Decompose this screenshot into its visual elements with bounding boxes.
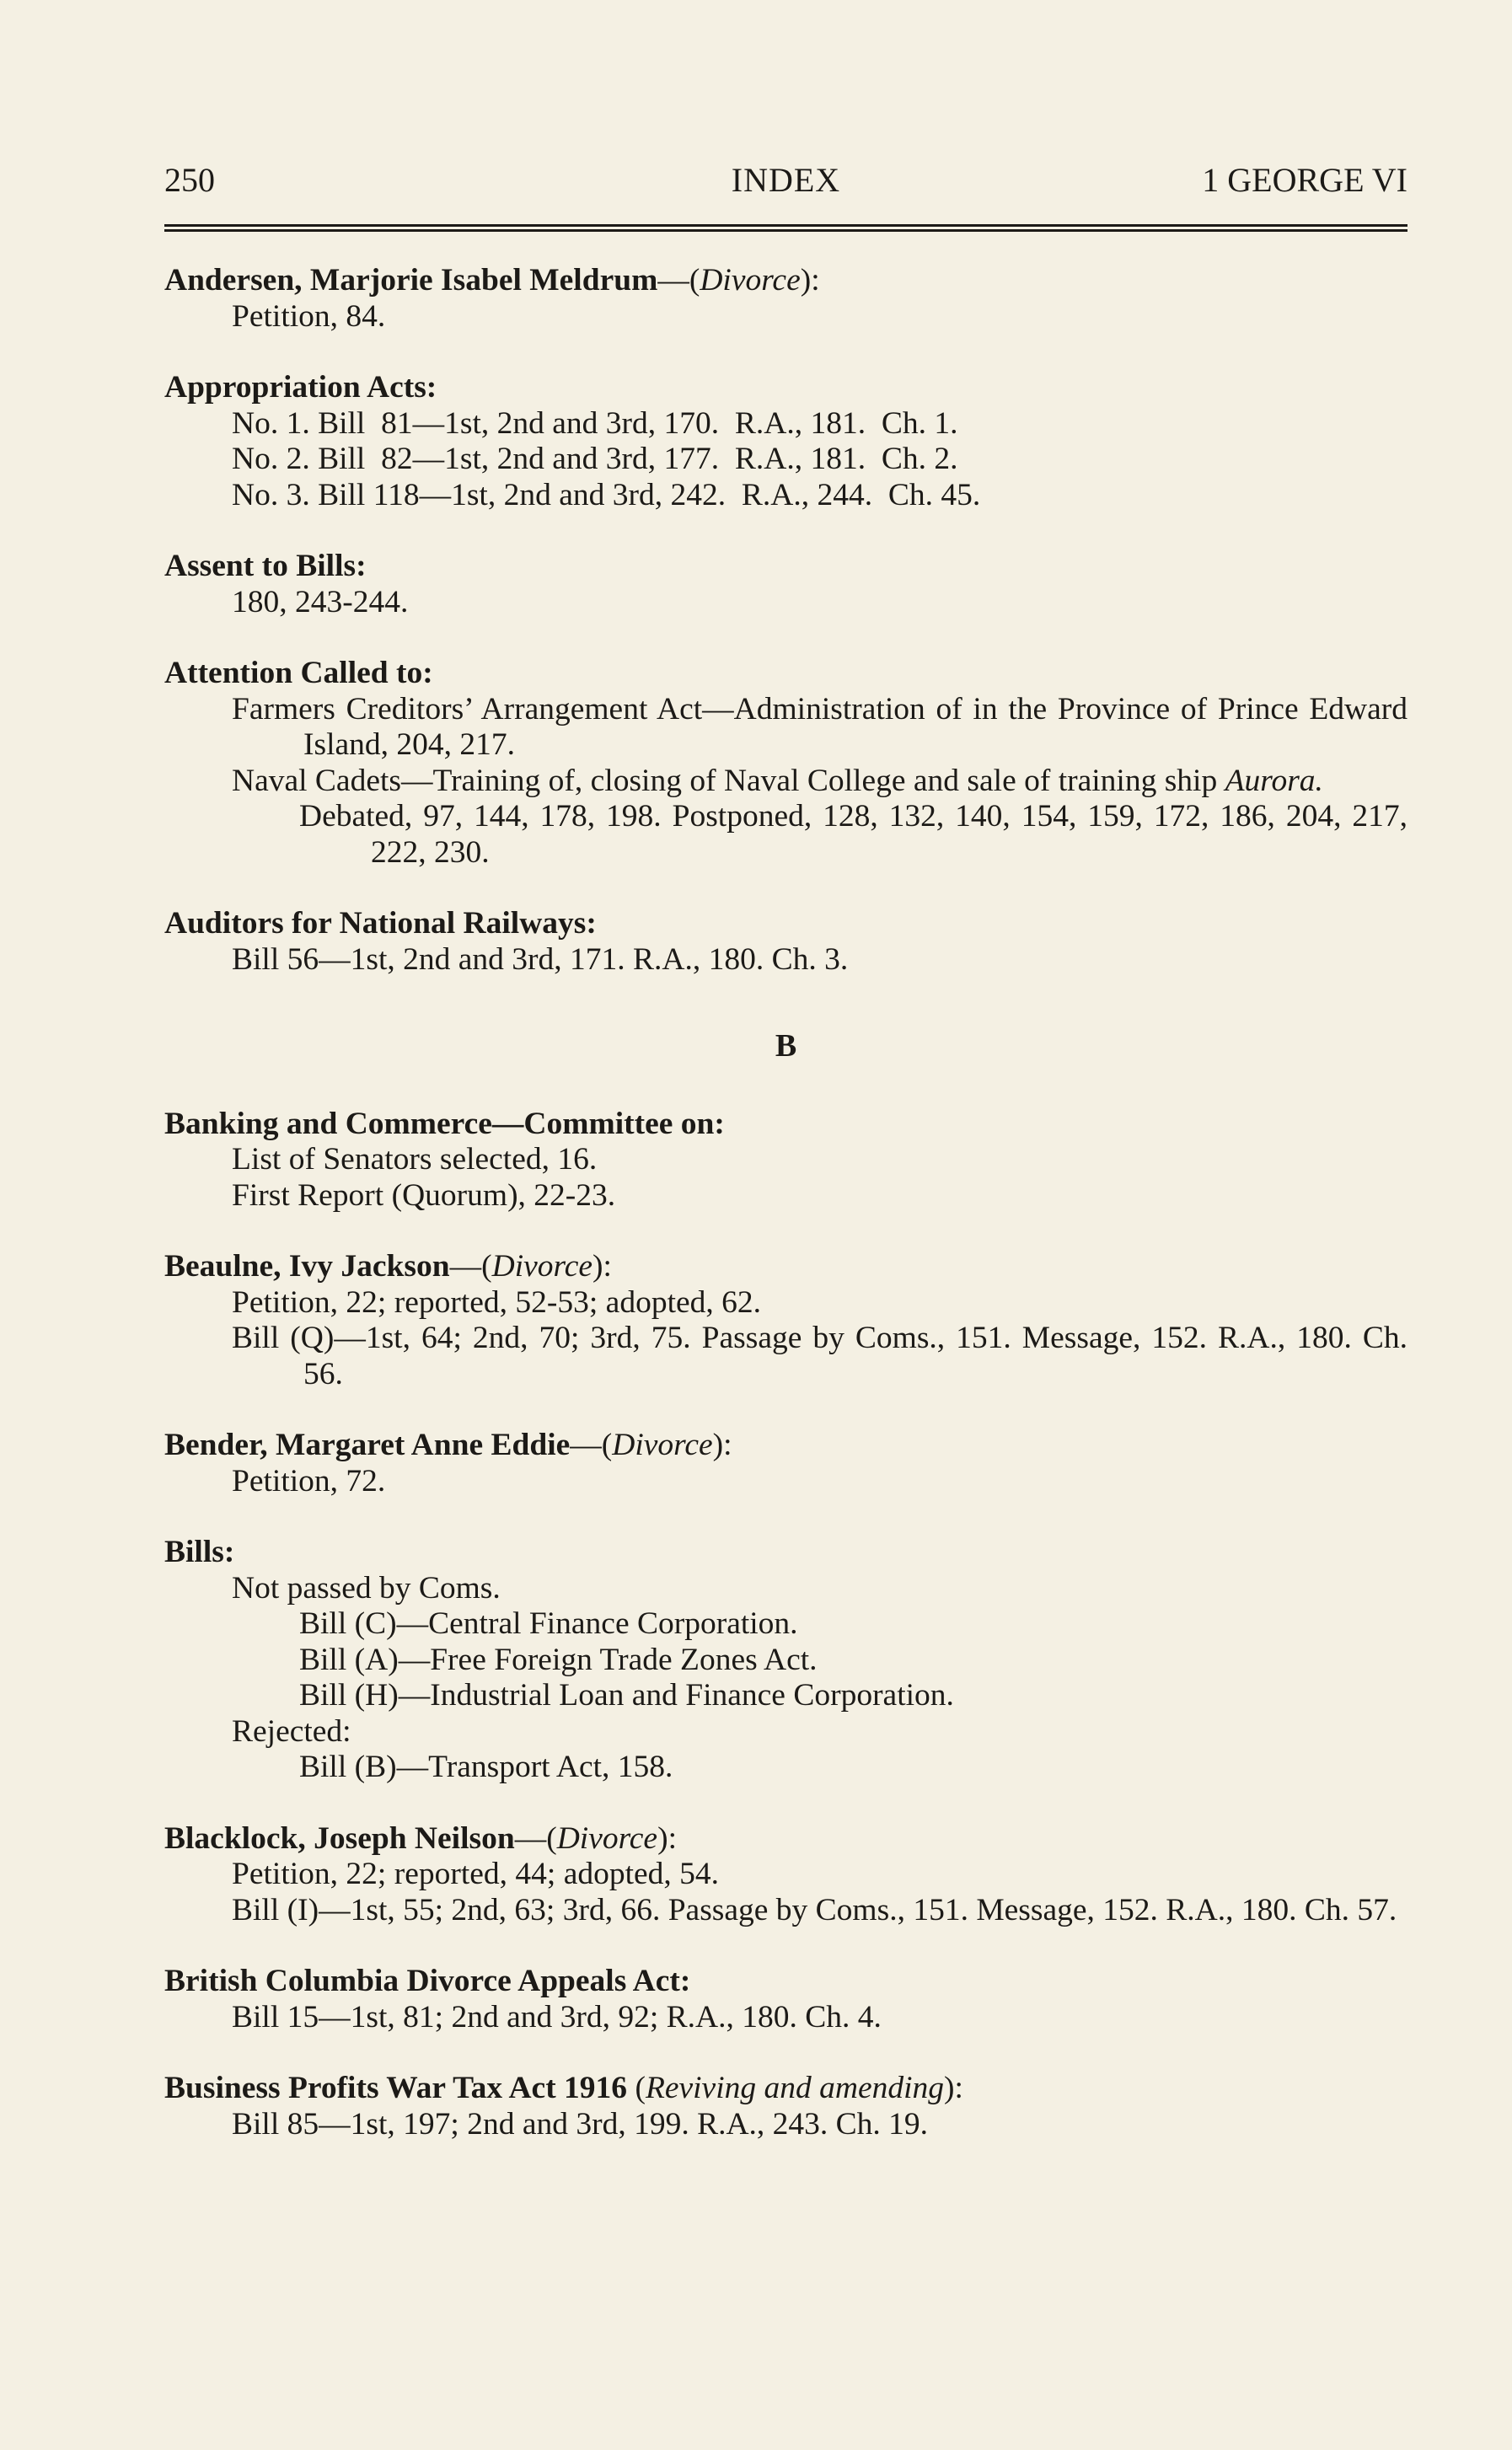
index-entry (164, 1535, 1407, 1786)
entry-heading: Business Profits War Tax Act 1916 (Reviving and amending): (164, 2071, 963, 2105)
entry-line: Bill (A)—Free Foreign Trade Zones Act. (299, 1642, 818, 1677)
entry-heading: Bills: (164, 1535, 235, 1569)
entry-line: Farmers Creditors’ Arrangement Act—Administration of in the Province of Prince Edward Island, 204, 217. (232, 691, 1407, 762)
entry-line: Bill (Q)—1st, 64; 2nd, 70; 3rd, 75. Passage by Coms., 151. Message, 152. R.A., 180. Ch. 56. (232, 1321, 1407, 1391)
index-entry (164, 2071, 1407, 2142)
entry-heading: Assent to Bills: (164, 549, 367, 583)
page-header (164, 157, 1407, 204)
entry-line: Rejected: (232, 1713, 351, 1749)
index-entry (164, 1964, 1407, 2035)
entry-line: First Report (Quorum), 22-23. (232, 1177, 616, 1213)
index-entry (164, 1249, 1407, 1392)
entry-heading: Attention Called to: (164, 656, 433, 690)
entry-heading: Banking and Commerce—Committee on: (164, 1106, 725, 1141)
entry-line: Bill (I)—1st, 55; 2nd, 63; 3rd, 66. Passage by Coms., 151. Message, 152. R.A., 180. Ch. 57. (232, 1892, 1397, 1927)
page-number: 250 (164, 161, 215, 199)
entry-line: Petition, 72. (232, 1463, 386, 1498)
index-content (164, 263, 1407, 2178)
entry-line: 180, 243-244. (232, 584, 409, 619)
entry-line: Bill (C)—Central Finance Corporation. (299, 1606, 798, 1641)
entry-line: No. 1. Bill 81—1st, 2nd and 3rd, 170. R.A., 181. Ch. 1. (232, 405, 958, 441)
entry-heading: Beaulne, Ivy Jackson—(Divorce): (164, 1249, 612, 1284)
entry-line: Petition, 22; reported, 52-53; adopted, 62. (232, 1284, 762, 1320)
index-entry (164, 1821, 1407, 1929)
section-letter: B (775, 1028, 797, 1064)
entry-line: List of Senators selected, 16. (232, 1142, 598, 1177)
entry-line: No. 3. Bill 118—1st, 2nd and 3rd, 242. R.A., 244. Ch. 45. (232, 477, 981, 512)
index-entry (164, 549, 1407, 620)
entry-line: Bill (B)—Transport Act, 158. (299, 1750, 673, 1784)
entry-line: Not passed by Coms. (232, 1570, 501, 1606)
entry-line: Petition, 84. (232, 298, 386, 334)
entry-line: Petition, 22; reported, 44; adopted, 54. (232, 1857, 720, 1891)
index-entry (164, 1428, 1407, 1499)
entry-line: Bill 56—1st, 2nd and 3rd, 171. R.A., 180. Ch. 3. (232, 941, 849, 977)
entry-line: Bill (H)—Industrial Loan and Finance Corporation. (299, 1678, 954, 1713)
entry-line: No. 2. Bill 82—1st, 2nd and 3rd, 177. R.A., 181. Ch. 2. (232, 442, 958, 476)
index-entry (164, 1107, 1407, 1214)
entry-line: Debated, 97, 144, 178, 198. Postponed, 128, 132, 140, 154, 159, 172, 186, 204, 217, 222, 230. (299, 799, 1407, 870)
running-head-reign: 1 GEORGE VI (1202, 161, 1407, 199)
index-entry (164, 656, 1407, 871)
entry-line: Bill 85—1st, 197; 2nd and 3rd, 199. R.A., 243. Ch. 19. (232, 2106, 929, 2142)
page-title: INDEX (731, 161, 841, 199)
index-entry (164, 263, 1407, 335)
entry-heading: British Columbia Divorce Appeals Act: (164, 1964, 691, 1998)
entry-heading: Andersen, Marjorie Isabel Meldrum—(Divorce): (164, 263, 820, 298)
entry-heading: Blacklock, Joseph Neilson—(Divorce): (164, 1820, 677, 1856)
entry-heading: Bender, Margaret Anne Eddie—(Divorce): (164, 1428, 732, 1462)
index-entry (164, 906, 1407, 978)
entry-line: Naval Cadets—Training of, closing of Naval College and sale of training ship Aurora. (232, 763, 1323, 798)
entry-heading: Auditors for National Railways: (164, 906, 597, 941)
header-double-rule (164, 224, 1407, 232)
index-entry (164, 370, 1407, 513)
entry-line: Bill 15—1st, 81; 2nd and 3rd, 92; R.A., 180. Ch. 4. (232, 1999, 882, 2035)
entry-heading: Appropriation Acts: (164, 370, 437, 405)
